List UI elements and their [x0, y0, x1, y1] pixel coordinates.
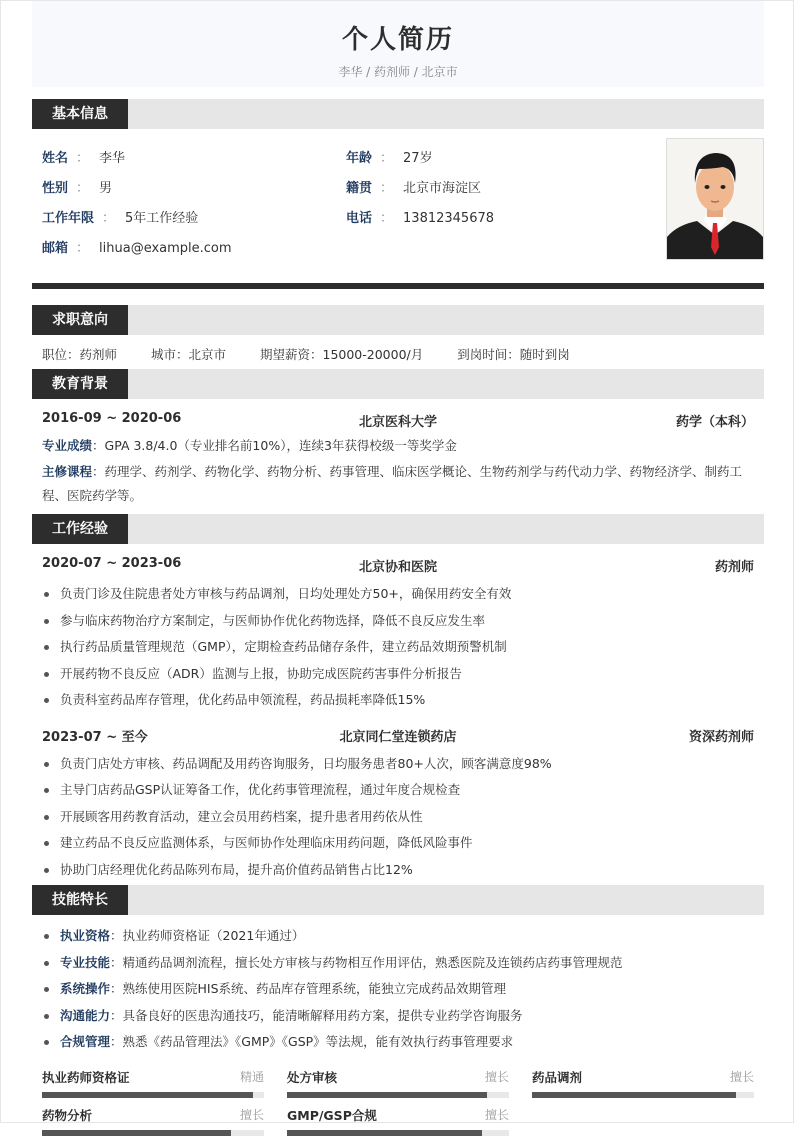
work-duties: [32, 751, 764, 884]
portrait-icon: [667, 139, 763, 259]
page-title: 个人简历: [341, 25, 454, 55]
field-years: 工作年限 ： 5年工作经验: [42, 211, 199, 226]
list-item: 主导门店药品GSP认证筹备工作，优化药事管理流程，通过年度合规检查: [42, 777, 754, 804]
list-item: 协助门店经理优化药品陈列布局，提升高价值药品销售占比12%: [42, 857, 754, 884]
skill-bar-item: 处方审核 擅长: [287, 1068, 509, 1098]
field-name: 姓名 ： 李华: [42, 151, 126, 166]
edu-courses: 主修课程：药理学、药剂学、药物化学、药物分析、药事管理、临床医学概论、生物药剂学与药代动力学、药物经济学、制药工程、医院药学等。: [42, 464, 743, 503]
resume-page: [32, 1, 764, 1136]
section-title: 求职意向: [32, 305, 128, 335]
field-phone: 电话 ： 13812345678: [346, 211, 495, 226]
work-entry: [32, 726, 764, 884]
list-item: 负责门诊及住院患者处方审核与药品调剂，日均处理处方50+，确保用药安全有效: [42, 581, 754, 608]
work-company: 北京协和医院: [358, 560, 437, 575]
work-period: 2020-07 ~ 2023-06: [42, 556, 182, 571]
section-title: 教育背景: [32, 369, 128, 399]
field-age: 年龄 ： 27岁: [346, 151, 433, 166]
skill-bar-item: GMP/GSP合规 擅长: [287, 1106, 509, 1136]
list-item: 负责门店处方审核、药品调配及用药咨询服务，日均服务患者80+人次，顾客满意度98%: [42, 751, 754, 778]
field-origin: 籍贯 ： 北京市海淀区: [346, 181, 482, 196]
job-intent: [32, 335, 764, 367]
list-item: 执行药品质量管理规范（GMP），定期检查药品储存条件，建立药品效期预警机制: [42, 634, 754, 661]
section-title: 工作经验: [32, 514, 128, 544]
edu-period: 2016-09 ~ 2020-06: [42, 411, 182, 426]
work-role: 资深药剂师: [688, 729, 754, 745]
section-title: 技能特长: [32, 885, 128, 915]
divider: [32, 283, 764, 289]
list-item: 沟通能力：具备良好的医患沟通技巧，能清晰解释用药方案，提供专业药学咨询服务: [42, 1003, 754, 1030]
skill-bar-item: 药物分析 擅长: [42, 1106, 264, 1136]
intent-position: 职位：药剂师: [42, 347, 118, 362]
section-header-education: [32, 369, 764, 399]
skill-bar-item: 药品调剂 擅长: [532, 1068, 754, 1098]
list-item: 合规管理：熟悉《药品管理法》《GMP》《GSP》等法规，能有效执行药事管理要求: [42, 1029, 754, 1056]
work-duties: [32, 581, 764, 714]
list-item: 执业资格：执业药师资格证（2021年通过）: [42, 923, 754, 950]
edu-school: 北京医科大学: [358, 415, 437, 430]
work-entry: [32, 556, 764, 714]
field-gender: 性别 ： 男: [42, 181, 113, 196]
skill-progress: [42, 1130, 231, 1136]
list-item: 负责科室药品库存管理，优化药品申领流程，药品损耗率降低15%: [42, 687, 754, 714]
field-email: 邮箱 ： lihua@example.com: [42, 241, 232, 256]
section-header-work: [32, 514, 764, 544]
basic-info: [32, 129, 764, 279]
intent-arrival: 到岗时间：随时到岗: [457, 347, 570, 362]
skill-bar-item: 执业药师资格证 精通: [42, 1068, 264, 1098]
avatar: [666, 138, 764, 260]
section-header-basic: [32, 99, 764, 129]
list-item: 建立药品不良反应监测体系，与医师协作处理临床用药问题，降低风险事件: [42, 830, 754, 857]
edu-major: 药学（本科）: [675, 415, 754, 430]
section-title: 基本信息: [32, 99, 128, 129]
intent-salary: 期望薪资：15000-20000/月: [260, 347, 424, 362]
skills-list: [32, 923, 764, 1056]
education-entry: [32, 411, 764, 430]
section-header-skills: [32, 885, 764, 915]
list-item: 开展顾客用药教育活动，建立会员用药档案，提升患者用药依从性: [42, 804, 754, 831]
work-company: 北京同仁堂连锁药店: [339, 729, 457, 745]
list-item: 系统操作：熟练使用医院HIS系统、药品库存管理系统，能独立完成药品效期管理: [42, 976, 754, 1003]
skill-progress: [532, 1092, 736, 1098]
skill-bars: [32, 1068, 764, 1136]
skill-progress: [287, 1092, 487, 1098]
list-item: 参与临床药物治疗方案制定，与医师协作优化药物选择，降低不良反应发生率: [42, 608, 754, 635]
page-subtitle: 李华 / 药剂师 / 北京市: [338, 65, 458, 79]
edu-score: 专业成绩：GPA 3.8/4.0（专业排名前10%），连续3年获得校级一等奖学金: [42, 438, 457, 453]
resume-header: [32, 1, 764, 87]
skill-progress: [42, 1092, 253, 1098]
intent-city: 城市：北京市: [151, 347, 227, 362]
skill-progress: [287, 1130, 482, 1136]
work-role: 药剂师: [714, 560, 754, 575]
list-item: 开展药物不良反应（ADR）监测与上报，协助完成医院药害事件分析报告: [42, 661, 754, 688]
list-item: 专业技能：精通药品调剂流程，擅长处方审核与药物相互作用评估，熟悉医院及连锁药店药事管理规范: [42, 950, 754, 977]
work-period: 2023-07 ~ 至今: [42, 729, 148, 745]
section-header-intent: [32, 305, 764, 335]
